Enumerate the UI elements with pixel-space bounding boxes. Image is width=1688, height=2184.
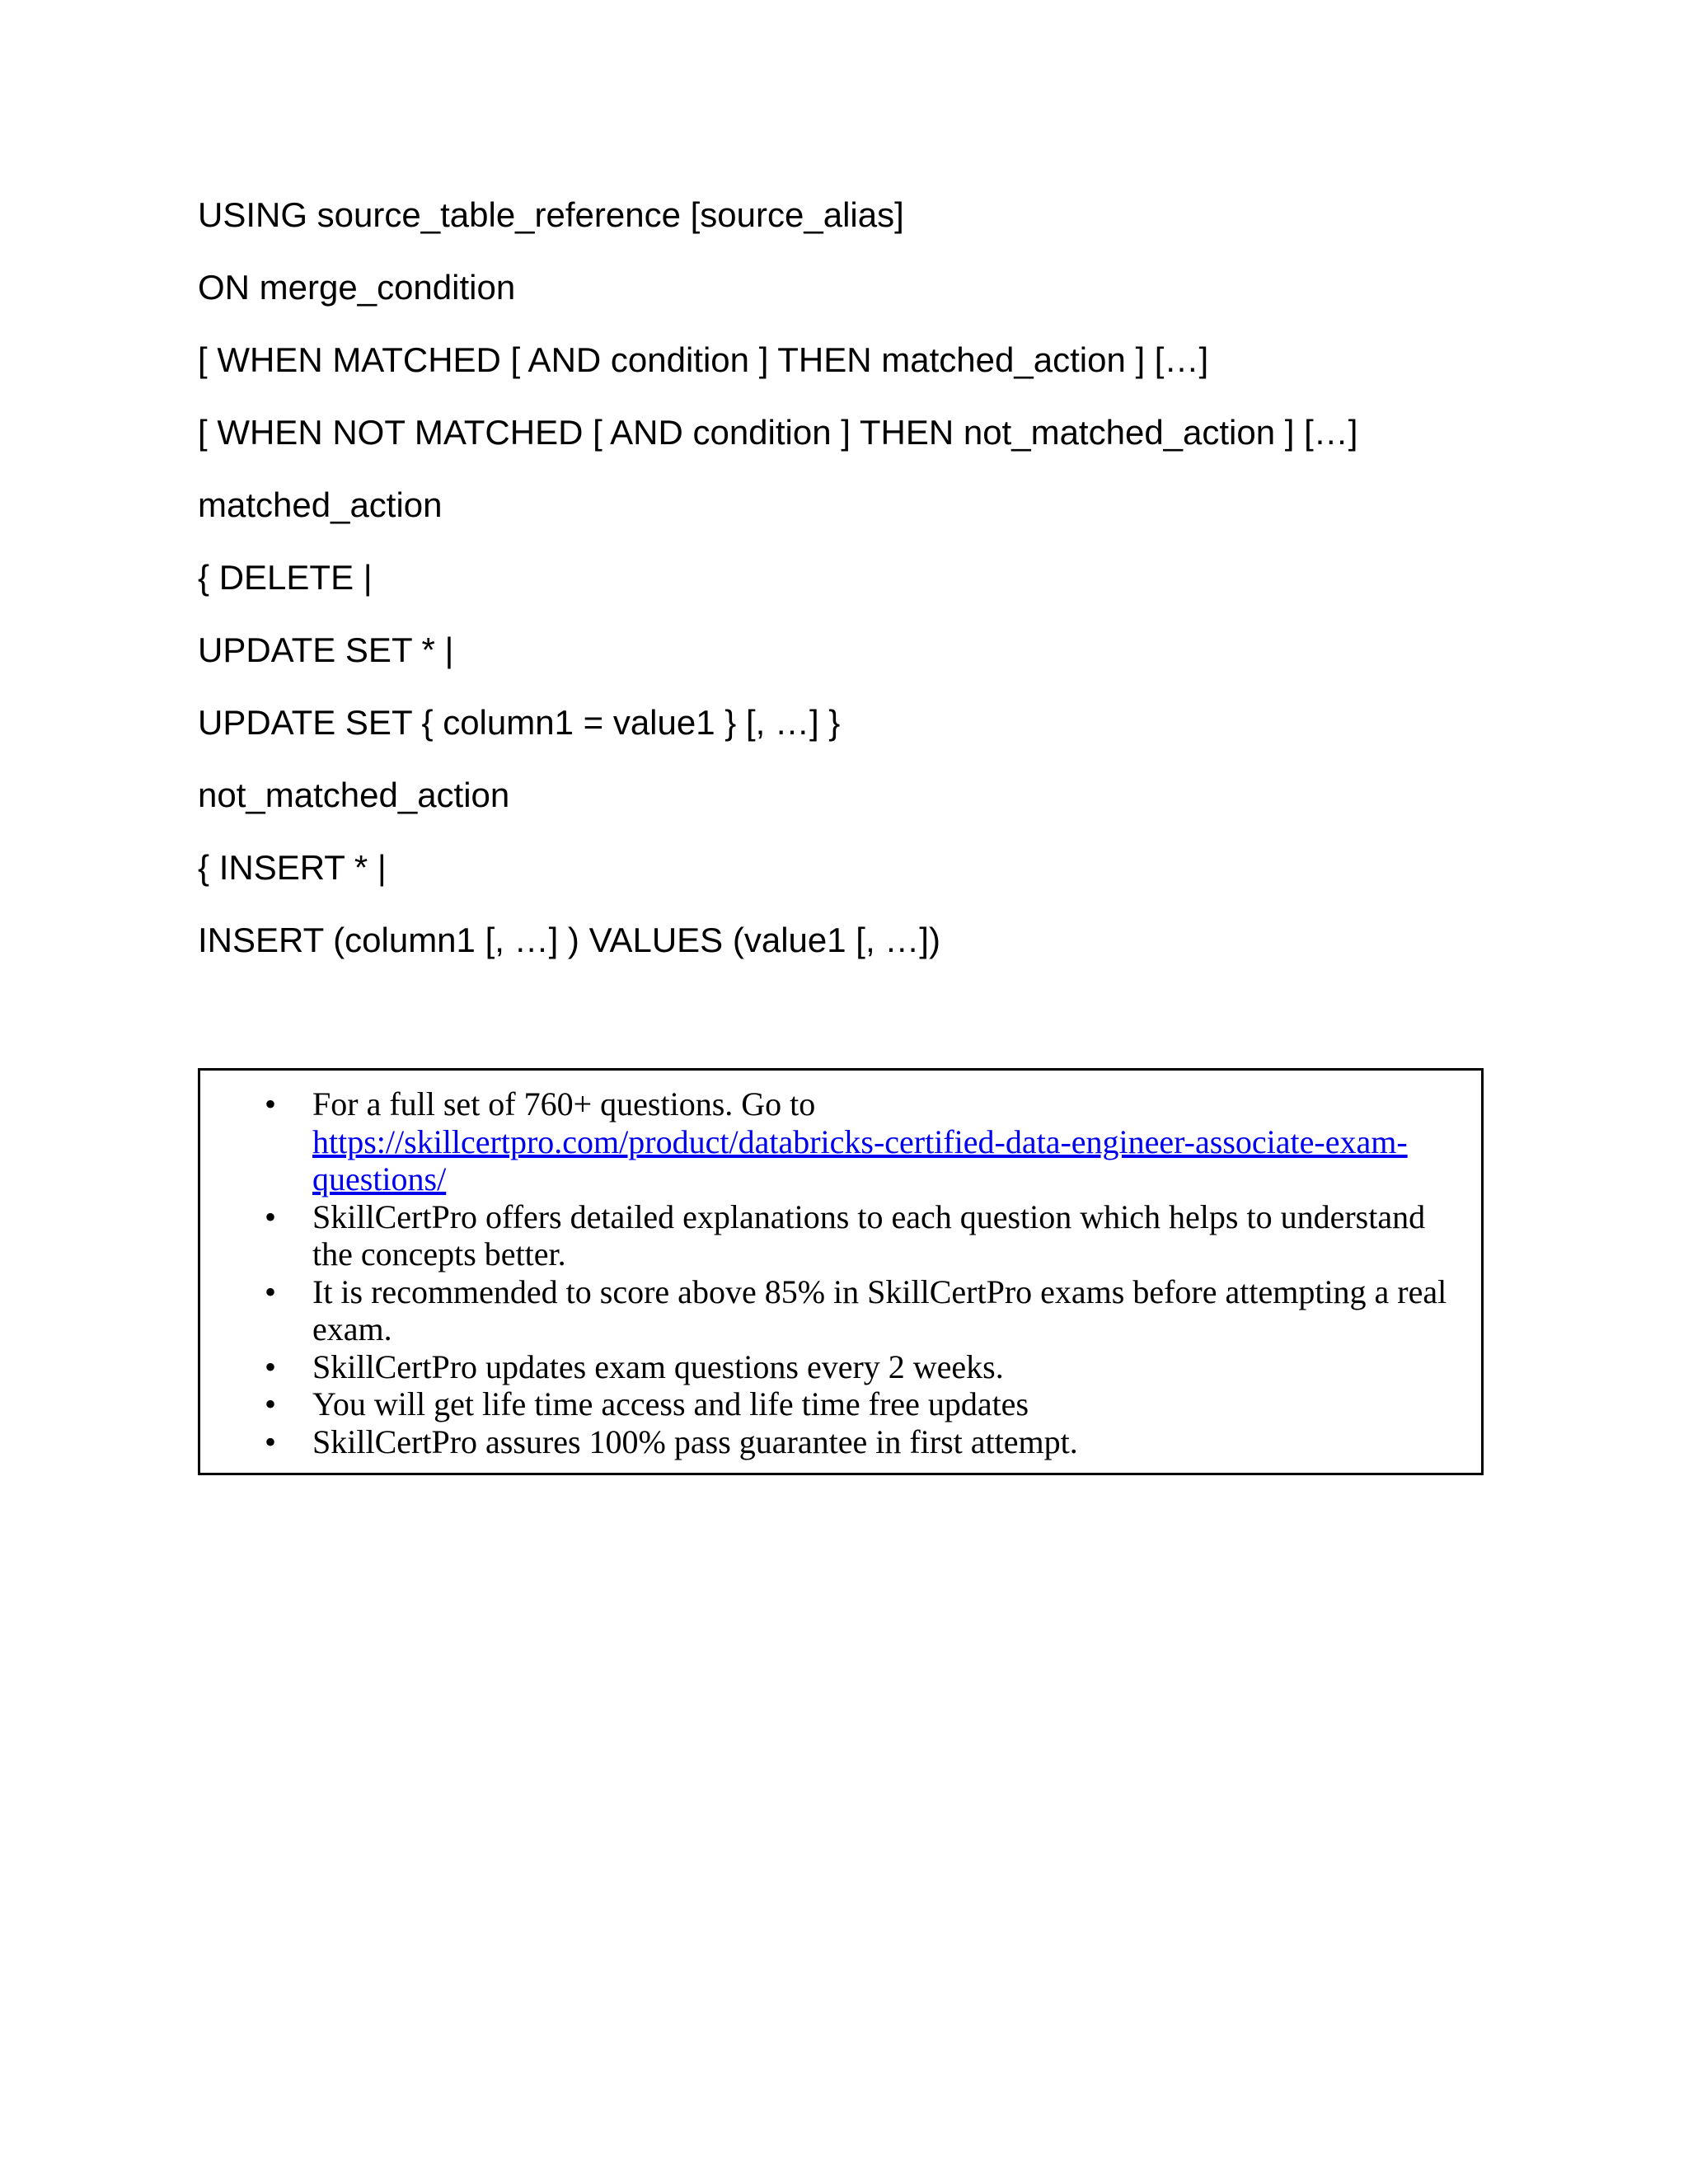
- product-link[interactable]: https://skillcertpro.com/product/databricks-certified-data-engineer-associate-exam-questions/: [312, 1122, 1408, 1197]
- list-item: [200, 1198, 1481, 1273]
- bullet-icon: •: [265, 1272, 277, 1310]
- syntax-line-insert-all: { INSERT * |: [198, 848, 387, 887]
- bullet-icon: •: [265, 1085, 277, 1122]
- syntax-line-insert-columns: INSERT (column1 [, …] ) VALUES (value1 [, …]): [198, 921, 940, 959]
- syntax-line-when-not-matched: [ WHEN NOT MATCHED [ AND condition ] THEN not_matched_action ] […]: [198, 413, 1358, 452]
- merge-syntax-block: [198, 194, 1484, 992]
- syntax-line-delete: { DELETE |: [198, 558, 373, 597]
- syntax-line-update-set-columns: UPDATE SET { column1 = value1 } [, …] }: [198, 703, 841, 742]
- syntax-line-when-matched: [ WHEN MATCHED [ AND condition ] THEN matched_action ] […]: [198, 340, 1209, 379]
- explanations-text: SkillCertPro offers detailed explanations to each question which helps to understand the concepts better.: [312, 1197, 1426, 1272]
- pass-guarantee-text: SkillCertPro assures 100% pass guarantee in first attempt.: [312, 1422, 1078, 1460]
- list-item: [200, 1348, 1481, 1386]
- syntax-line-using: USING source_table_reference [source_alias]: [198, 195, 904, 234]
- promo-bullet-list: [200, 1085, 1481, 1460]
- recommendation-text: It is recommended to score above 85% in SkillCertPro exams before attempting a real exam.: [312, 1272, 1447, 1347]
- updates-text: SkillCertPro updates exam questions every 2 weeks.: [312, 1347, 1004, 1385]
- list-item: [200, 1423, 1481, 1461]
- bullet-icon: •: [265, 1385, 277, 1422]
- full-set-text: For a full set of 760+ questions. Go to: [312, 1085, 816, 1122]
- promo-notice-box: [198, 1068, 1484, 1475]
- syntax-line-not-matched-action: not_matched_action: [198, 776, 510, 814]
- list-item: [200, 1385, 1481, 1423]
- list-item: [200, 1085, 1481, 1198]
- bullet-icon: •: [265, 1197, 277, 1235]
- lifetime-access-text: You will get life time access and life time free updates: [312, 1385, 1029, 1422]
- syntax-line-update-set-all: UPDATE SET * |: [198, 630, 454, 669]
- syntax-line-matched-action: matched_action: [198, 485, 443, 524]
- syntax-line-on: ON merge_condition: [198, 268, 516, 307]
- list-item: [200, 1273, 1481, 1348]
- bullet-icon: •: [265, 1347, 277, 1385]
- bullet-icon: •: [265, 1422, 277, 1460]
